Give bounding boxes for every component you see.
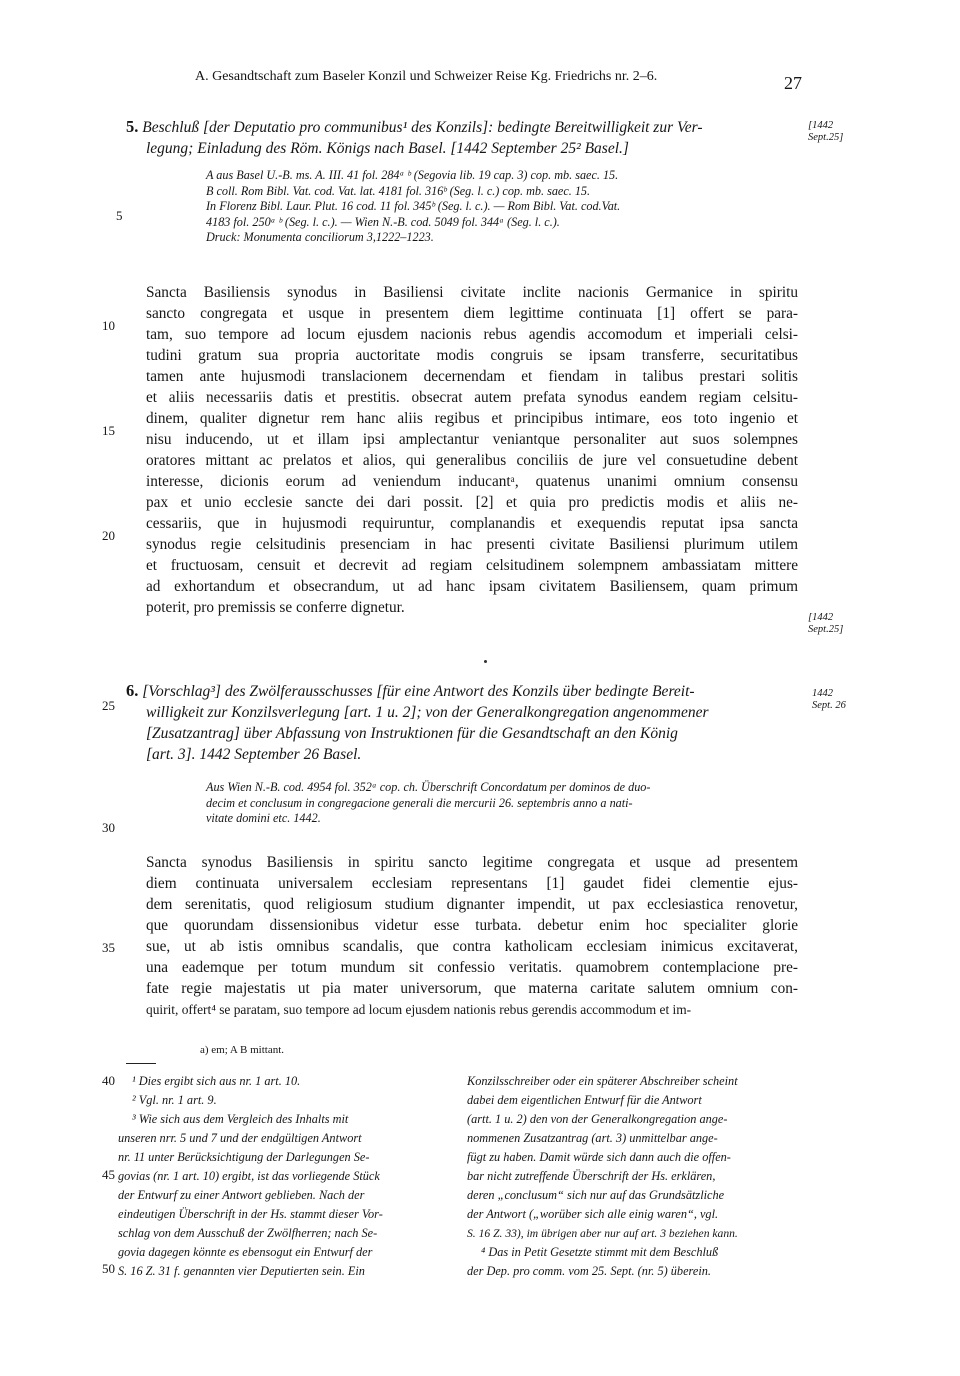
text-line: cessariis, que in hujusmodi requiruntur, complanandis et exequendis reputat ipsa sancta — [146, 515, 798, 532]
text-line: dinem, qualiter dignetur rem hanc aliis regibus et principibus intimare, eos toto ingenio et — [146, 410, 798, 427]
footnote-line: der Antwort („worüber sich alle einig waren“, vgl. — [467, 1207, 719, 1221]
text-line: Sancta Basiliensis synodus in Basiliensi civitate inclite nacionis Germanice in spiritu — [146, 284, 798, 301]
source-line: Aus Wien N.-B. cod. 4954 fol. 352ᵃ cop. ch. Überschrift Concordatum per dominos de duo- — [206, 780, 651, 794]
footnote-line: unseren nrr. 5 und 7 und der endgültigen Antwort — [118, 1131, 362, 1145]
separator-dot — [484, 660, 487, 663]
doc5-margin-date-top — [808, 120, 868, 144]
doc5-text — [146, 282, 798, 618]
line-number: 25 — [102, 698, 115, 713]
footnote-line: der Entwurf zu einer Antwort geblieben. Nach der — [118, 1188, 365, 1202]
margin-date-day: Sept.25] — [808, 624, 844, 635]
source-line: B coll. Rom Bibl. Vat. cod. Vat. lat. 4181 fol. 316ᵇ (Seg. l. c.) cop. mb. saec. 15. — [206, 183, 591, 198]
footnote-line: bar nicht zutreffende Überschrift der Hs. erklären, — [467, 1169, 716, 1183]
footnote-line: S. 16 Z. 33), im übrigen aber nur auf art. 3 beziehen kann. — [467, 1227, 738, 1240]
text-line: Sancta synodus Basiliensis in spiritu sancto legitime congregata et usque ad presentem — [146, 854, 798, 871]
doc6-heading-line: willigkeit zur Konzilsverlegung [art. 1 u. 2]; von der Generalkongregation angenommener — [146, 704, 709, 721]
text-line: tamen ante hujusmodi translacionem decernendam et fiendam in talibus prestari solitis — [146, 368, 798, 385]
footnote-line: fügt zu haben. Damit würde sich dann auch die offen- — [467, 1150, 731, 1164]
line-number: 15 — [102, 423, 115, 438]
footnote-line: deren „conclusum“ sich nur auf das Grundsätzliche — [467, 1188, 725, 1202]
doc6-number: 6. — [126, 681, 139, 700]
footnote-line: S. 16 Z. 31 f. genannten vier Deputierten sein. Ein — [118, 1264, 365, 1278]
text-line: tudini gratum sua propria auctoritate modis congruis se ipsam transferre, securitatibus — [146, 347, 798, 364]
margin-date-day: Sept.25] — [808, 132, 844, 143]
footnote-line: ⁴ Das in Petit Gesetzte stimmt mit dem Beschluß — [481, 1245, 719, 1259]
doc5-number: 5. — [126, 117, 139, 136]
footnote-line: nr. 11 unter Berücksichtigung der Darlegungen Se- — [118, 1150, 370, 1164]
text-line: pax et unio ecclesie sancte dei dari possit. [2] et quia pro predictis modis et aliis ne- — [146, 494, 798, 511]
text-line: et aliis necessariis datis et prestitis. obsecrat autem prefata synodus eandem regiam celsitu- — [146, 389, 798, 406]
doc6-heading-line: [art. 3]. 1442 September 26 Basel. — [146, 746, 362, 763]
margin-date-year: [1442 — [808, 612, 834, 623]
text-line: et fructuosam, censuit et decrevit ad regiam celsitudinem solempnem ambassiatam mittere — [146, 557, 798, 574]
line-number: 35 — [102, 940, 115, 955]
source-line: A aus Basel U.-B. ms. A. III. 41 fol. 284ᵃ ᵇ (Segovia lib. 19 cap. 3) cop. mb. saec. 15. — [206, 168, 619, 182]
text-line: dem serenitatis, quod religiosum studium dignanter impendit, ut pax ecclesiastica renovetur, — [146, 896, 798, 913]
text-line: quirit, offert⁴ se paratam, suo tempore ad locum ejusdem nationis rebus gerendis accommodum et im- — [146, 1002, 692, 1017]
footnotes-right-column — [467, 1072, 738, 1281]
critical-apparatus: a) em; A B mittant. — [200, 1044, 285, 1056]
doc6-sources — [206, 780, 650, 827]
doc5-heading-line: legung; Einladung des Röm. Königs nach Basel. [1442 September 25² Basel.] — [146, 140, 629, 157]
running-head: A. Gesandtschaft zum Baseler Konzil und Schweizer Reise Kg. Friedrichs nr. 2–6. — [195, 69, 658, 84]
footnote-line: govia dagegen könnte es ebensogut ein Entwurf der — [118, 1245, 373, 1259]
doc5-sources — [206, 168, 620, 246]
text-line: que quorundam dissensionibus videtur esse turbata. debetur enim hoc specialiter glorie — [146, 917, 798, 934]
text-line: synodus regie celsitudinis presenciam in hac presenti civitate Basiliensi plurimum utilem — [146, 536, 798, 553]
doc5-heading-line: Beschluß [der Deputatio pro communibus¹ des Konzils]: bedingte Bereitwilligkeit zur Ver- — [142, 119, 703, 136]
text-line: fate regie majestatis ut pia mater universorum, que materna caritate salutem omnium con- — [146, 980, 798, 997]
footnote-line: der Dep. pro comm. vom 25. Sept. (nr. 5) überein. — [467, 1264, 711, 1278]
margin-date-year: [1442 — [808, 120, 834, 131]
footnote-line: Konzilsschreiber oder ein späterer Abschreiber scheint — [467, 1074, 738, 1088]
source-line: Druck: Monumenta conciliorum 3,1222–1223. — [206, 230, 434, 244]
source-line: vitate domini etc. 1442. — [206, 811, 321, 825]
text-line: una eademque per totum mundum sit confessio veritatis. quamobrem contemplacione pre- — [146, 959, 798, 976]
text-line: sue, ut ab istis omnibus scandalis, que contra katholicam ecclesiam inimicus excitaverat, — [146, 938, 798, 955]
text-line: diem continuata universalem ecclesiam representans [1] gaudet fidei clementie ejus- — [146, 875, 798, 892]
footnote-line: govias (nr. 1 art. 10) ergibt, ist das vorliegende Stück — [118, 1169, 380, 1183]
footnote-rule — [126, 1063, 156, 1064]
text-line: poterit, pro premissis se conferre dignetur. — [146, 599, 405, 616]
line-number: 10 — [102, 318, 115, 333]
doc5-heading — [126, 116, 703, 159]
footnote-line: dabei dem eigentlichen Entwurf für die Antwort — [467, 1093, 702, 1107]
footnote-line: ¹ Dies ergibt sich aus nr. 1 art. 10. — [132, 1074, 301, 1088]
footnote-line: ³ Wie sich aus dem Vergleich des Inhalts mit — [132, 1112, 349, 1126]
source-line: 4183 fol. 250ᵃ ᵇ (Seg. l. c.). — Wien N.-B. cod. 5049 fol. 344ᵃ (Seg. l. c.). — [206, 214, 560, 229]
footnote-line: ² Vgl. nr. 1 art. 9. — [132, 1093, 217, 1107]
margin-date-day: Sept. 26 — [812, 700, 846, 711]
doc6-heading — [126, 680, 709, 765]
footnote-line: schlag von dem Ausschuß der Zwölfherren; nach Se- — [118, 1226, 378, 1240]
text-line: oratores mittant ac prelatos et alios, qui generalibus conciliis de jure vel consuetudine debent — [146, 452, 798, 469]
footnote-line: nommenen Zusatzantrag (art. 3) unmittelbar ange- — [467, 1131, 718, 1145]
line-number: 50 — [102, 1261, 115, 1276]
text-line: nisu inducendo, ut et illam ipsi amplectantur veniantque personaliter aut suos solempnes — [146, 431, 798, 448]
footnotes-left-column — [118, 1072, 383, 1281]
doc6-heading-line: [Vorschlag³] des Zwölferausschusses [für eine Antwort des Konzils über bedingte Bereit- — [142, 683, 695, 700]
page-number: 27 — [784, 73, 802, 93]
text-line: ad exhortandum et obsecrandum, ut ad hanc ipsam civitatem Basiliensem, quam primum — [146, 578, 798, 595]
doc6-text — [146, 852, 798, 1020]
margin-date-year: 1442 — [812, 688, 833, 699]
text-line: sancto congregata et usque in presentem diem legittime continuata [1] offert se para- — [146, 305, 798, 322]
doc5-margin-date-bottom — [808, 612, 868, 636]
line-number: 45 — [102, 1167, 115, 1182]
line-number: 5 — [116, 208, 123, 223]
footnote-line: eindeutigen Überschrift in der Hs. stammt dieser Vor- — [118, 1207, 383, 1221]
doc6-margin-date — [812, 688, 872, 712]
text-line: interesse, dicionis eorum ad veniendum inducantᵃ, quatenus unanimi omnium consensu — [146, 473, 798, 490]
text-line: tam, suo tempore ad locum ejusdem nacionis rebus agendis accomodum et imperiali celsi- — [146, 326, 798, 343]
line-number: 20 — [102, 528, 115, 543]
doc6-heading-line: [Zusatzantrag] über Abfassung von Instruktionen für die Gesandtschaft an den König — [146, 725, 678, 742]
source-line: In Florenz Bibl. Laur. Plut. 16 cod. 11 fol. 345ᵇ (Seg. l. c.). — Rom Bibl. Vat. cod.Vat. — [206, 199, 621, 213]
footnote-line: (artt. 1 u. 2) den von der Generalkongregation ange- — [467, 1112, 728, 1126]
line-number: 40 — [102, 1073, 115, 1088]
line-number: 30 — [102, 820, 115, 835]
source-line: decim et conclusum in congregacione generali die mercurii 26. septembris anno a nati- — [206, 795, 633, 810]
